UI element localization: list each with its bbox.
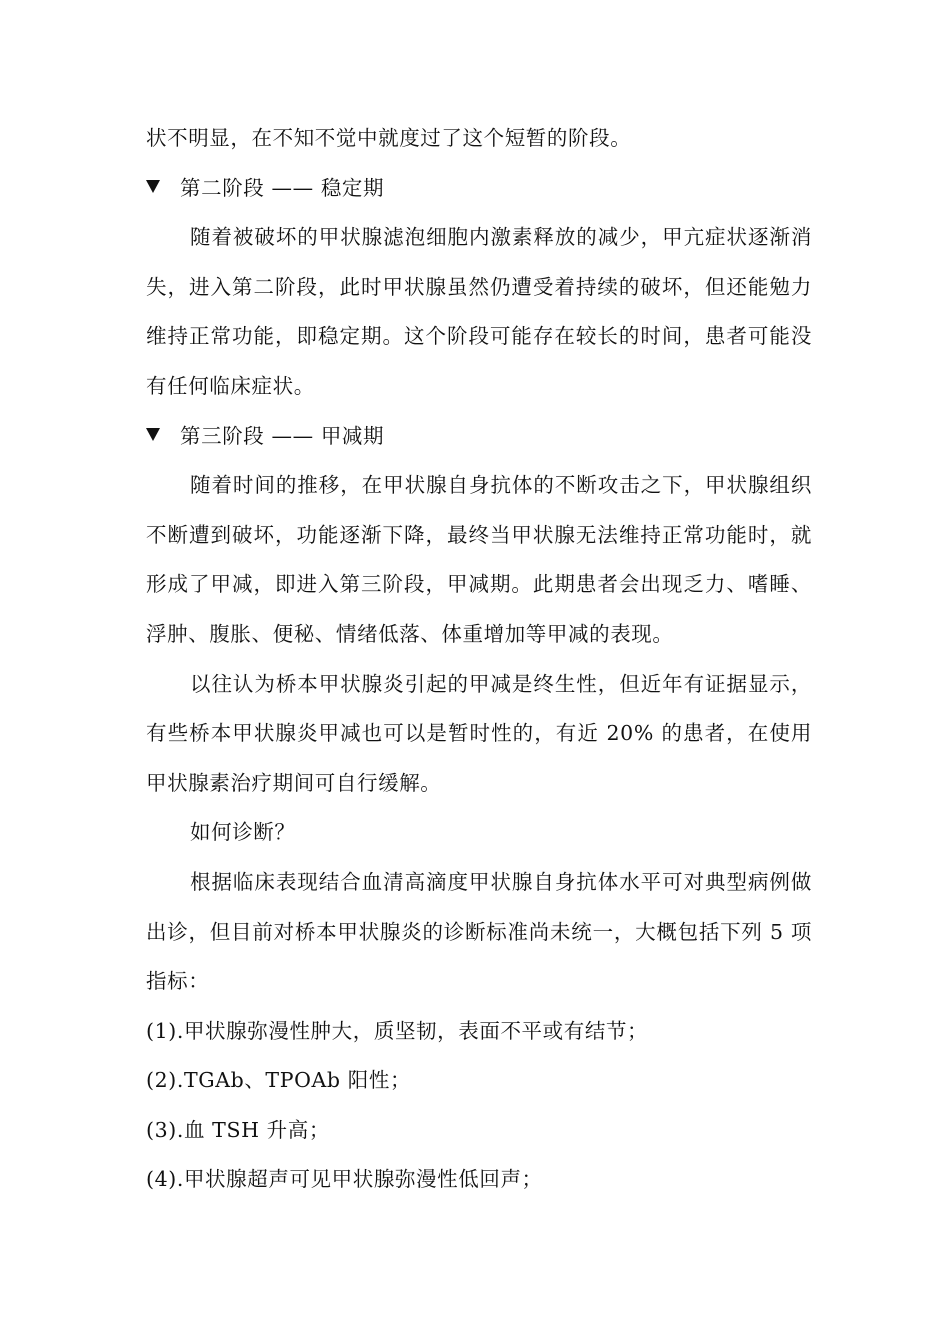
section-heading-stage-three (146, 412, 812, 462)
paragraph-stage-two: 随着被破坏的甲状腺滤泡细胞内激素释放的减少，甲亢症状逐渐消失，进入第二阶段，此时甲状腺虽然仍遭受着持续的破坏，但还能勉力维持正常功能，即稳定期。这个阶段可能存在较长的时间，患者可能没有任何临床症状。 (146, 225, 812, 398)
down-triangle-icon (146, 180, 160, 193)
paragraph-continuation: 状不明显，在不知不觉中就度过了这个短暂的阶段。 (146, 126, 632, 150)
document-body (146, 114, 812, 1205)
down-triangle-icon (146, 428, 160, 441)
question-how-to-diagnose: 如何诊断？ (190, 820, 296, 845)
section-heading-text: 第三阶段 —— 甲减期 (180, 423, 385, 448)
section-heading-text: 第二阶段 —— 稳定期 (180, 175, 385, 200)
paragraph-stage-three: 随着时间的推移，在甲状腺自身抗体的不断攻击之下，甲状腺组织不断遭到破坏，功能逐渐下降，最终当甲状腺无法维持正常功能时，就形成了甲减，即进入第三阶段，甲减期。此期患者会出现乏力、嗜睡、浮肿、腹胀、便秘、情绪低落、体重增加等甲减的表现。 (146, 473, 812, 646)
section-heading-stage-two (146, 164, 812, 214)
criterion-item-3: (3).血 TSH 升高； (146, 1117, 330, 1142)
criterion-item-4: (4).甲状腺超声可见甲状腺弥漫性低回声； (146, 1167, 543, 1192)
criterion-item-2: (2).TGAb、TPOAb 阳性； (146, 1068, 412, 1093)
paragraph-diagnosis: 根据临床表现结合血清高滴度甲状腺自身抗体水平可对典型病例做出诊，但目前对桥本甲状腺炎的诊断标准尚未统一，大概包括下列 5 项指标： (146, 869, 812, 994)
criterion-item-1: (1).甲状腺弥漫性肿大，质坚韧，表面不平或有结节； (146, 1018, 649, 1043)
paragraph-reversibility: 以往认为桥本甲状腺炎引起的甲减是终生性，但近年有证据显示，有些桥本甲状腺炎甲减也可以是暂时性的，有近 20% 的患者，在使用甲状腺素治疗期间可自行缓解。 (146, 671, 812, 795)
